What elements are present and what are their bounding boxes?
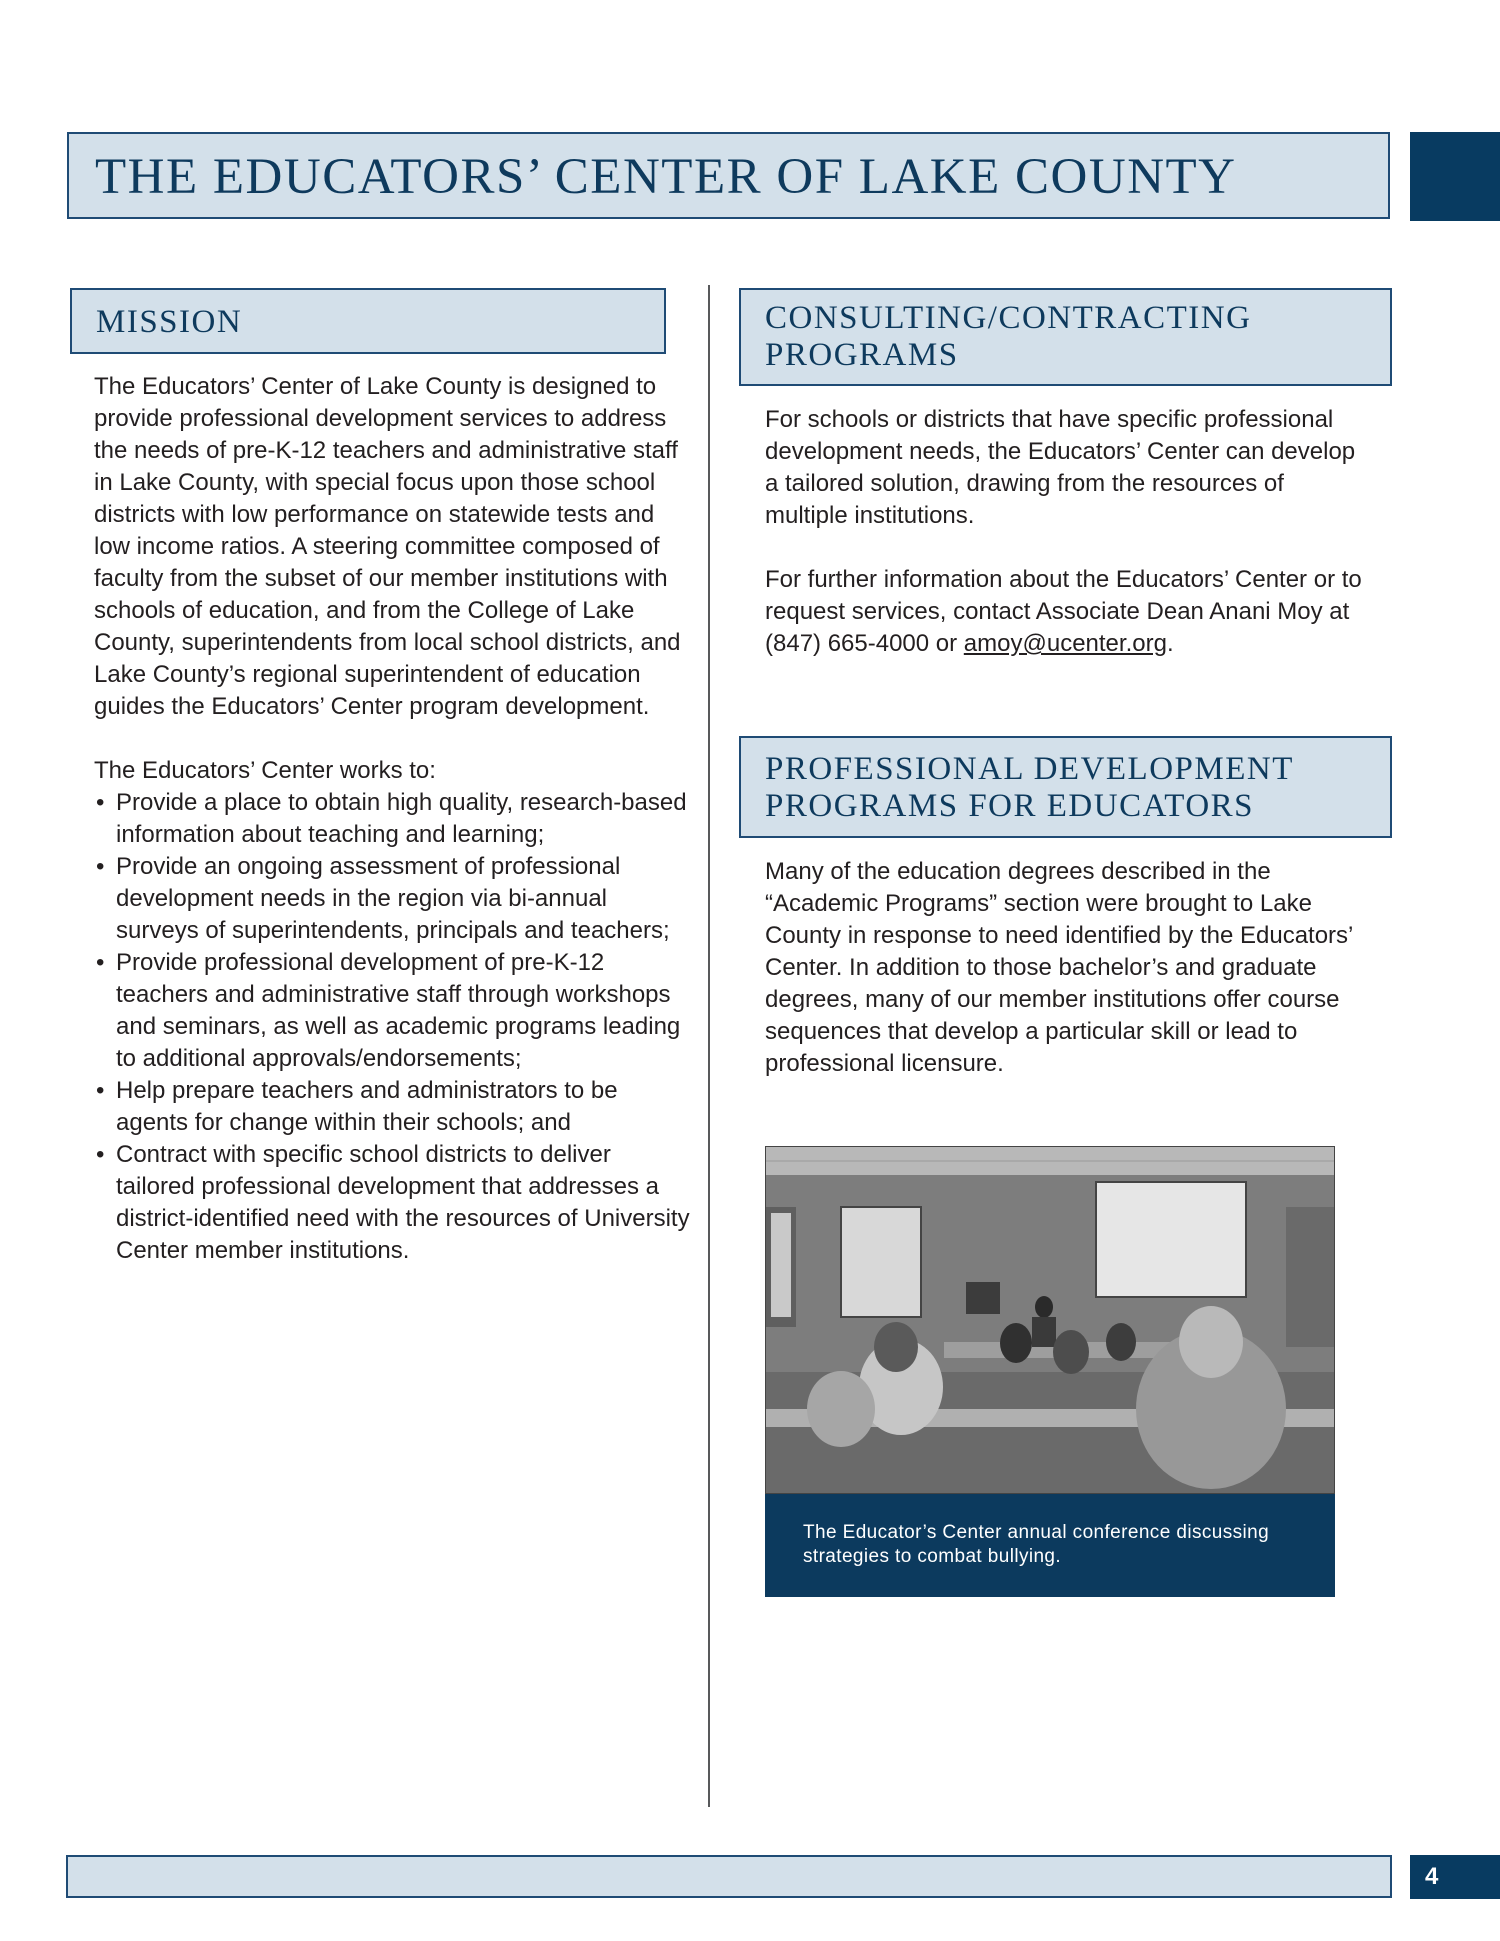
email-link[interactable]: amoy@ucenter.org xyxy=(963,630,1167,657)
mission-heading: MISSION xyxy=(96,304,243,340)
page-title: THE EDUCATORS’ CENTER OF LAKE COUNTY xyxy=(95,149,1237,205)
bullet-icon: • xyxy=(96,949,105,976)
mission-body xyxy=(94,371,694,1267)
mission-bullet-list xyxy=(94,787,694,1267)
list-item: • Provide an ongoing assessment of professional development needs in the region via bi-annual surveys of superintendents, principals and teachers; xyxy=(96,853,670,944)
consulting-body xyxy=(765,404,1365,660)
footer-bar xyxy=(66,1855,1392,1898)
professional-heading: PROFESSIONAL DEVELOPMENT PROGRAMS FOR EDUCATORS xyxy=(765,751,1294,824)
mission-works-to: The Educators’ Center works to: xyxy=(94,757,436,784)
consulting-heading-box xyxy=(739,288,1392,386)
consulting-para1: For schools or districts that have specific professional development needs, the Educators’ Center can develop a tailored solution, drawing from the resources of multiple institutions. xyxy=(765,406,1356,529)
bullet-icon: • xyxy=(96,1141,105,1168)
bullet-icon: • xyxy=(96,1077,105,1104)
conference-photo xyxy=(765,1146,1335,1494)
professional-heading-box xyxy=(739,736,1392,838)
conference-photo-illustration xyxy=(766,1147,1334,1493)
corner-tab xyxy=(1410,132,1500,221)
photo-caption: The Educator’s Center annual conference discussing strategies to combat bullying. xyxy=(765,1494,1335,1597)
consulting-para2: For further information about the Educators’ Center or to request services, contact Associate Dean Anani Moy at (847) 665-4000 or amoy@ucenter.org. xyxy=(765,566,1362,657)
bullet-icon: • xyxy=(96,853,105,880)
page-title-banner xyxy=(67,132,1390,219)
professional-para: Many of the education degrees described in the “Academic Programs” section were brought to Lake County in response to need identified by the Educators’ Center. In addition to those bachelor’s and graduate degrees, many of our member institutions offer course sequences that develop a particular skill or lead to professional licensure. xyxy=(765,858,1353,1077)
page-number: 4 xyxy=(1410,1855,1500,1899)
list-item: • Provide a place to obtain high quality, research-based information about teaching and learning; xyxy=(96,789,687,848)
list-item: • Contract with specific school districts to deliver tailored professional development that addresses a district-identified need with the resources of University Center member institutions. xyxy=(96,1141,690,1264)
bullet-icon: • xyxy=(96,789,105,816)
mission-heading-box xyxy=(70,288,666,354)
list-item: • Help prepare teachers and administrators to be agents for change within their schools; and xyxy=(96,1077,618,1136)
list-item: • Provide professional development of pre-K-12 teachers and administrative staff through workshops and seminars, as well as academic programs leading to additional approvals/endorsements; xyxy=(96,949,681,1072)
column-divider xyxy=(708,285,710,1807)
professional-body xyxy=(765,856,1365,1080)
consulting-heading: CONSULTING/CONTRACTING PROGRAMS xyxy=(765,300,1252,373)
mission-intro: The Educators’ Center of Lake County is designed to provide professional development services to address the needs of pre-K-12 teachers and administrative staff in Lake County, with special focus upon those school districts with low performance on statewide tests and low income ratios. A steering committee composed of faculty from the subset of our member institutions with schools of education, and from the College of Lake County, superintendents from local school districts, and Lake County’s regional superintendent of education guides the Educators’ Center program development. xyxy=(94,373,681,720)
